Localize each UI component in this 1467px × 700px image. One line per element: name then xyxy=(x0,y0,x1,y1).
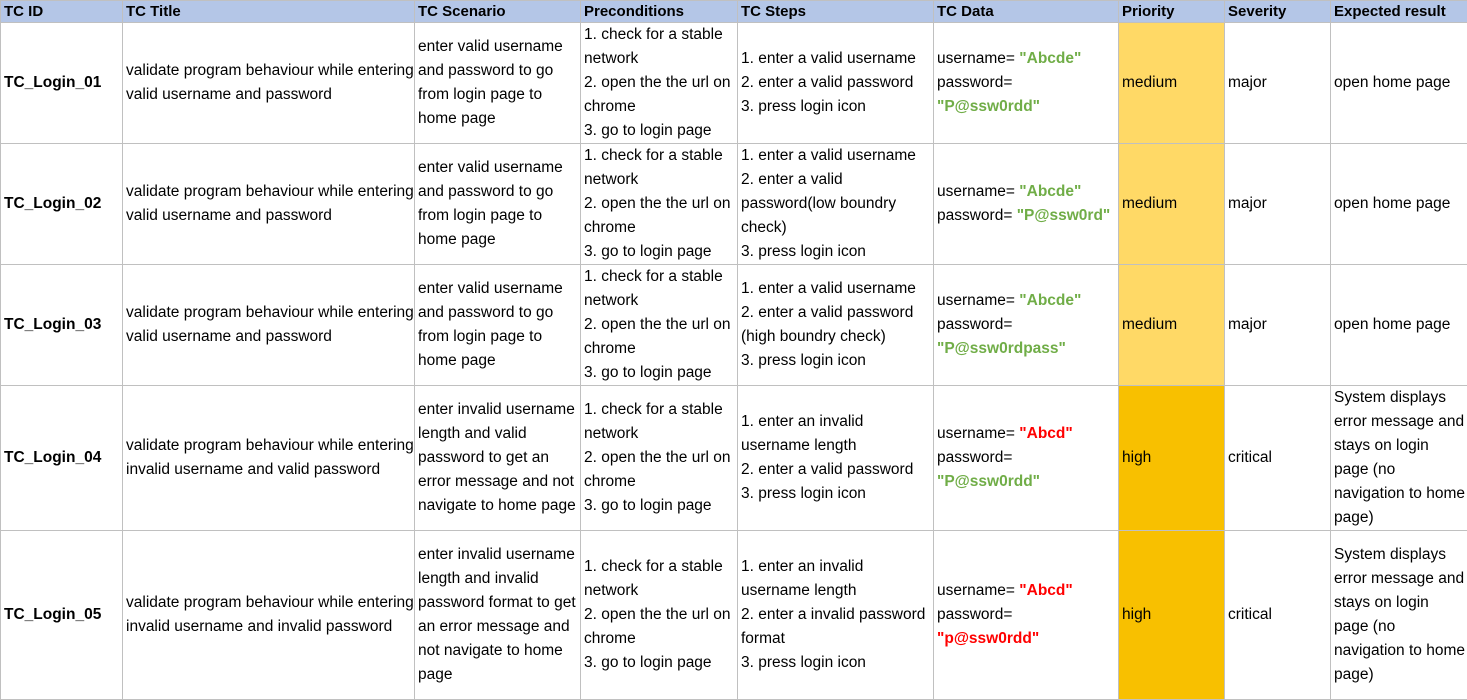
cell-tc-title[interactable]: validate program behaviour while entering valid username and password xyxy=(123,23,415,144)
table-row xyxy=(1,265,1467,386)
cell-expected-result[interactable]: System displays error message and stays on login page (no navigation to home page) xyxy=(1331,386,1467,531)
header-tc-title[interactable]: TC Title xyxy=(123,1,415,23)
cell-tc-id[interactable]: TC_Login_03 xyxy=(1,265,123,386)
cell-severity[interactable]: critical xyxy=(1225,531,1331,700)
cell-severity[interactable]: major xyxy=(1225,144,1331,265)
cell-tc-id[interactable]: TC_Login_05 xyxy=(1,531,123,700)
data-password-label: password= xyxy=(937,316,1012,333)
cell-tc-data[interactable] xyxy=(934,265,1119,386)
table-row xyxy=(1,531,1467,700)
cell-tc-steps[interactable]: 1. enter a valid username 2. enter a valid password (high boundry check) 3. press login icon xyxy=(738,265,934,386)
cell-preconditions[interactable]: 1. check for a stable network 2. open the the url on chrome 3. go to login page xyxy=(581,144,738,265)
cell-tc-steps[interactable]: 1. enter an invalid username length 2. enter a invalid password format 3. press login icon xyxy=(738,531,934,700)
cell-tc-id[interactable]: TC_Login_04 xyxy=(1,386,123,531)
cell-preconditions[interactable]: 1. check for a stable network 2. open the the url on chrome 3. go to login page xyxy=(581,531,738,700)
header-row xyxy=(1,1,1467,23)
header-tc-scenario[interactable]: TC Scenario xyxy=(415,1,581,23)
header-tc-id[interactable]: TC ID xyxy=(1,1,123,23)
cell-severity[interactable]: major xyxy=(1225,23,1331,144)
cell-priority[interactable]: medium xyxy=(1119,265,1225,386)
data-password-value: "P@ssw0rdpass" xyxy=(937,340,1066,357)
header-priority[interactable]: Priority xyxy=(1119,1,1225,23)
cell-expected-result[interactable]: System displays error message and stays on login page (no navigation to home page) xyxy=(1331,531,1467,700)
cell-tc-scenario[interactable]: enter invalid username length and invalid password format to get an error message and not navigate to home page xyxy=(415,531,581,700)
cell-priority[interactable]: high xyxy=(1119,531,1225,700)
data-username-label: username= xyxy=(937,425,1019,442)
cell-tc-scenario[interactable]: enter valid username and password to go from login page to home page xyxy=(415,23,581,144)
data-username-value: "Abcde" xyxy=(1019,50,1081,67)
cell-expected-result[interactable]: open home page xyxy=(1331,23,1467,144)
data-password-value: "P@ssw0rd" xyxy=(1017,207,1111,224)
data-password-value: "P@ssw0rdd" xyxy=(937,98,1040,115)
cell-tc-steps[interactable]: 1. enter a valid username 2. enter a valid password(low boundry check) 3. press login icon xyxy=(738,144,934,265)
cell-tc-steps[interactable]: 1. enter a valid username 2. enter a valid password 3. press login icon xyxy=(738,23,934,144)
header-preconditions[interactable]: Preconditions xyxy=(581,1,738,23)
data-password-value: "p@ssw0rdd" xyxy=(937,630,1039,647)
cell-tc-id[interactable]: TC_Login_01 xyxy=(1,23,123,144)
data-username-value: "Abcd" xyxy=(1019,425,1072,442)
cell-tc-title[interactable]: validate program behaviour while entering invalid username and valid password xyxy=(123,386,415,531)
header-severity[interactable]: Severity xyxy=(1225,1,1331,23)
header-expected-result[interactable]: Expected result xyxy=(1331,1,1467,23)
cell-preconditions[interactable]: 1. check for a stable network 2. open the the url on chrome 3. go to login page xyxy=(581,386,738,531)
cell-tc-steps[interactable]: 1. enter an invalid username length 2. enter a valid password 3. press login icon xyxy=(738,386,934,531)
cell-tc-scenario[interactable]: enter valid username and password to go from login page to home page xyxy=(415,265,581,386)
cell-priority[interactable]: high xyxy=(1119,386,1225,531)
cell-tc-id[interactable]: TC_Login_02 xyxy=(1,144,123,265)
data-password-label: password= xyxy=(937,449,1012,466)
cell-tc-scenario[interactable]: enter invalid username length and valid password to get an error message and not navigate to home page xyxy=(415,386,581,531)
cell-tc-title[interactable]: validate program behaviour while entering invalid username and invalid password xyxy=(123,531,415,700)
cell-priority[interactable]: medium xyxy=(1119,23,1225,144)
data-password-label: password= xyxy=(937,606,1012,623)
data-password-label: password= xyxy=(937,207,1017,224)
cell-severity[interactable]: major xyxy=(1225,265,1331,386)
data-username-value: "Abcde" xyxy=(1019,292,1081,309)
cell-preconditions[interactable]: 1. check for a stable network 2. open the the url on chrome 3. go to login page xyxy=(581,265,738,386)
header-tc-steps[interactable]: TC Steps xyxy=(738,1,934,23)
data-password-label: password= xyxy=(937,74,1012,91)
table-row xyxy=(1,386,1467,531)
cell-tc-title[interactable]: validate program behaviour while entering valid username and password xyxy=(123,144,415,265)
data-username-label: username= xyxy=(937,183,1019,200)
cell-tc-scenario[interactable]: enter valid username and password to go from login page to home page xyxy=(415,144,581,265)
cell-tc-title[interactable]: validate program behaviour while entering valid username and password xyxy=(123,265,415,386)
data-username-label: username= xyxy=(937,582,1019,599)
data-username-value: "Abcd" xyxy=(1019,582,1072,599)
data-username-label: username= xyxy=(937,292,1019,309)
cell-tc-data[interactable] xyxy=(934,531,1119,700)
cell-priority[interactable]: medium xyxy=(1119,144,1225,265)
cell-tc-data[interactable] xyxy=(934,386,1119,531)
data-username-label: username= xyxy=(937,50,1019,67)
header-tc-data[interactable]: TC Data xyxy=(934,1,1119,23)
table-row xyxy=(1,144,1467,265)
table-row xyxy=(1,23,1467,144)
cell-preconditions[interactable]: 1. check for a stable network 2. open the the url on chrome 3. go to login page xyxy=(581,23,738,144)
cell-tc-data[interactable] xyxy=(934,144,1119,265)
data-username-value: "Abcde" xyxy=(1019,183,1081,200)
cell-severity[interactable]: critical xyxy=(1225,386,1331,531)
cell-expected-result[interactable]: open home page xyxy=(1331,144,1467,265)
cell-expected-result[interactable]: open home page xyxy=(1331,265,1467,386)
cell-tc-data[interactable] xyxy=(934,23,1119,144)
data-password-value: "P@ssw0rdd" xyxy=(937,473,1040,490)
